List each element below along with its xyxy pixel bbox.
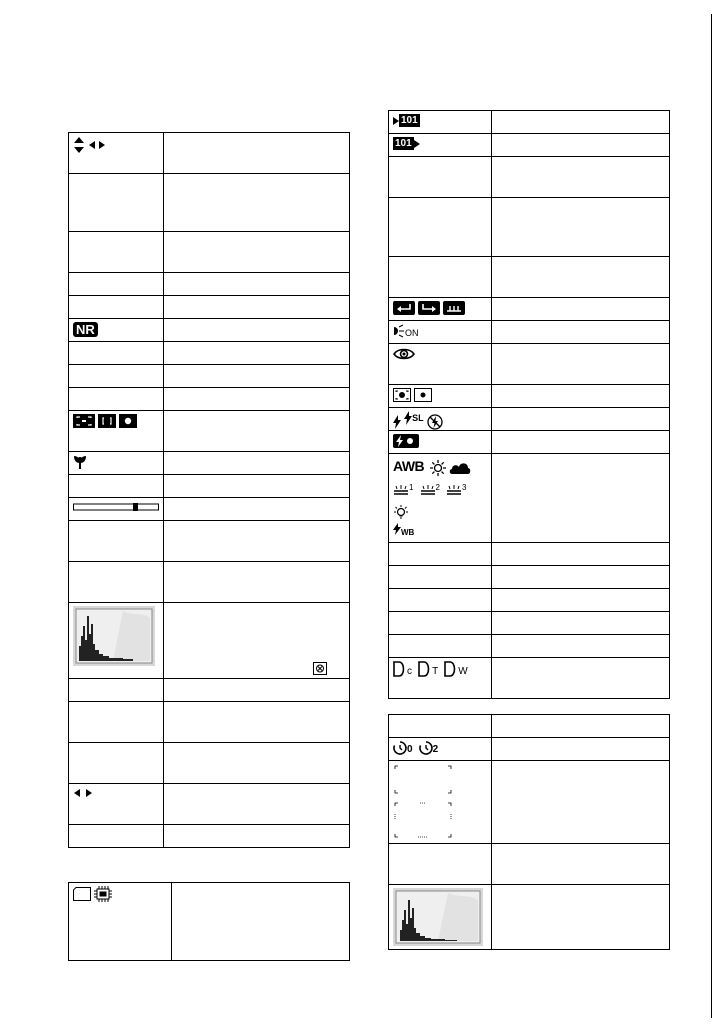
- red-eye-icon: [393, 347, 415, 361]
- table-cell: [492, 612, 670, 635]
- table-cell: [164, 411, 350, 452]
- fluorescent-2-icon: 2: [420, 478, 440, 497]
- return-icon: [393, 301, 415, 315]
- table-row: [69, 133, 350, 174]
- table-cell: [164, 743, 350, 784]
- table-cell: [164, 296, 350, 319]
- up-down-arrows-icon: [73, 136, 85, 154]
- table-cell-icon: [389, 431, 492, 454]
- table-row: [389, 111, 670, 134]
- table-cell-icon: [389, 761, 492, 844]
- table-row: [389, 408, 670, 431]
- table-cell-icon: [69, 603, 164, 679]
- table-row: [389, 198, 670, 257]
- table-row: [69, 411, 350, 452]
- table-cell: [69, 825, 164, 848]
- af-illuminator-on-icon: ON: [393, 324, 419, 338]
- table-row: [389, 298, 670, 321]
- table-left-top: [68, 132, 350, 848]
- table-cell: [389, 612, 492, 635]
- table-cell: [69, 475, 164, 498]
- table-cell-icon: [389, 658, 492, 699]
- table-right-bottom: [388, 714, 670, 950]
- table-row: [69, 319, 350, 342]
- table-cell: [389, 566, 492, 589]
- table-row: [69, 883, 350, 961]
- table-cell: [389, 635, 492, 658]
- table-cell: [492, 134, 670, 157]
- table-row: [389, 658, 670, 699]
- table-row: [389, 134, 670, 157]
- flash-on-icon: [393, 434, 419, 448]
- table-cell: [164, 521, 350, 562]
- flash-off-icon: [427, 414, 443, 430]
- table-cell: [492, 111, 670, 134]
- delete-icon: [313, 662, 327, 675]
- table-row: [389, 885, 670, 950]
- table-cell: [69, 174, 164, 232]
- table-row: [389, 385, 670, 408]
- table-cell: [492, 454, 670, 543]
- left-right-arrows-icon: [88, 140, 106, 150]
- table-cell: [164, 603, 350, 679]
- multi-frame-icon: [443, 301, 465, 315]
- af-range-finder-frame-icon: [393, 764, 453, 840]
- table-cell: [492, 385, 670, 408]
- macro-icon: [73, 455, 87, 470]
- table-cell: [172, 883, 350, 961]
- table-cell: [164, 784, 350, 825]
- table-cell: [492, 566, 670, 589]
- table-cell: [389, 844, 492, 885]
- table-cell: [69, 342, 164, 365]
- table-row: [389, 566, 670, 589]
- table-cell-icon: [69, 411, 164, 452]
- table-row: [389, 257, 670, 298]
- table-cell: [164, 365, 350, 388]
- fluorescent-3-icon: 3: [446, 478, 466, 497]
- table-cell: [69, 388, 164, 411]
- table-cell-icon: [389, 885, 492, 950]
- table-cell: [164, 319, 350, 342]
- table-cell: [492, 885, 670, 950]
- table-cell: [164, 342, 350, 365]
- table-row: [389, 157, 670, 198]
- table-cell: [492, 321, 670, 344]
- table-cell: [389, 589, 492, 612]
- table-cell: [492, 408, 670, 431]
- spot-af-icon: [119, 414, 137, 428]
- table-cell: [492, 844, 670, 885]
- table-row: [69, 679, 350, 702]
- dro-t-icon: T: [418, 661, 438, 677]
- table-cell: [492, 157, 670, 198]
- table-cell-icon: [69, 319, 164, 342]
- table-row: [69, 342, 350, 365]
- table-cell: [164, 679, 350, 702]
- table-cell: [389, 715, 492, 738]
- internal-memory-icon: [94, 886, 112, 902]
- table-row: [389, 761, 670, 844]
- table-cell: [69, 232, 164, 273]
- table-cell: [164, 498, 350, 521]
- table-cell: [164, 273, 350, 296]
- histogram-thumbnail-icon: [73, 606, 155, 666]
- table-row: [389, 344, 670, 385]
- table-cell-icon: [389, 454, 492, 543]
- self-timer-10s-icon: 0: [393, 741, 413, 755]
- table-right-top: [388, 110, 670, 699]
- table-cell: [164, 702, 350, 743]
- table-cell: [69, 365, 164, 388]
- multi-pattern-metering-icon: [393, 388, 411, 402]
- table-row: [69, 296, 350, 319]
- recording-folder-icon: 101: [393, 137, 420, 150]
- table-row: [69, 521, 350, 562]
- table-cell: [492, 198, 670, 257]
- dro-c-icon: c: [393, 661, 412, 677]
- table-cell: [389, 543, 492, 566]
- exposure-scale-bar-icon: [73, 502, 159, 512]
- incandescent-icon: [393, 505, 409, 521]
- table-cell-icon: [389, 385, 492, 408]
- table-row: [69, 273, 350, 296]
- table-cell: [69, 521, 164, 562]
- table-cell: [389, 157, 492, 198]
- table-cell-icon: [389, 111, 492, 134]
- table-cell: [492, 658, 670, 699]
- noise-reduction-icon: NR: [73, 322, 98, 337]
- daylight-icon: [430, 460, 446, 476]
- table-cell-icon: [69, 498, 164, 521]
- table-row: [389, 612, 670, 635]
- table-cell: [69, 743, 164, 784]
- histogram-thumbnail-icon: [393, 888, 483, 946]
- table-row: [389, 431, 670, 454]
- table-cell-icon: [389, 408, 492, 431]
- memory-card-icon: [73, 887, 91, 901]
- table-row: [69, 562, 350, 603]
- table-cell: [164, 475, 350, 498]
- table-cell: [389, 257, 492, 298]
- table-row: [69, 603, 350, 679]
- table-cell: [492, 635, 670, 658]
- table-row: [69, 498, 350, 521]
- table-cell-icon: [389, 321, 492, 344]
- table-cell: [69, 273, 164, 296]
- table-cell: [69, 562, 164, 603]
- table-row: [69, 475, 350, 498]
- playback-folder-icon: 101: [393, 114, 420, 127]
- flash-auto-icon: [393, 415, 401, 429]
- page-margin-rule: [711, 14, 712, 1018]
- table-row: [69, 365, 350, 388]
- table-cell: [164, 452, 350, 475]
- self-timer-2s-icon: 2: [419, 741, 439, 755]
- table-cell: [389, 198, 492, 257]
- table-cell: [164, 232, 350, 273]
- table-cell-icon: [389, 344, 492, 385]
- awb-icon: AWB: [393, 458, 425, 475]
- table-cell: [492, 257, 670, 298]
- table-cell: [492, 298, 670, 321]
- table-cell: [164, 174, 350, 232]
- fluorescent-1-icon: 1: [393, 478, 413, 497]
- table-cell-icon: [389, 738, 492, 761]
- table-row: [389, 844, 670, 885]
- table-row: [69, 452, 350, 475]
- table-cell: [492, 761, 670, 844]
- table-cell: [164, 825, 350, 848]
- table-row: [69, 388, 350, 411]
- center-af-frame-icon: [98, 414, 116, 428]
- table-row: [389, 454, 670, 543]
- spot-metering-icon: [414, 388, 432, 402]
- cloudy-icon: [449, 461, 471, 475]
- table-row: [69, 174, 350, 232]
- table-cell-icon: [69, 883, 172, 961]
- table-cell-icon: [389, 298, 492, 321]
- left-right-arrows-icon: [73, 788, 93, 798]
- slow-sync-icon: SL: [404, 411, 424, 425]
- table-row: [389, 543, 670, 566]
- table-cell-icon: [389, 134, 492, 157]
- table-left-bottom: [68, 882, 350, 961]
- table-cell: [164, 133, 350, 174]
- table-row: [69, 784, 350, 825]
- table-row: [389, 589, 670, 612]
- table-cell: [492, 589, 670, 612]
- table-cell: [69, 679, 164, 702]
- table-cell: [492, 431, 670, 454]
- table-cell-icon: [69, 133, 164, 174]
- table-cell-icon: [69, 452, 164, 475]
- table-row: [389, 635, 670, 658]
- table-cell: [69, 702, 164, 743]
- table-cell: [492, 738, 670, 761]
- table-cell: [492, 543, 670, 566]
- table-row: [69, 743, 350, 784]
- table-row: [389, 715, 670, 738]
- table-row: [389, 738, 670, 761]
- table-cell-icon: [69, 784, 164, 825]
- flash-wb-icon: WB: [393, 523, 414, 542]
- table-cell: [164, 388, 350, 411]
- table-row: [69, 232, 350, 273]
- table-cell: [164, 562, 350, 603]
- table-row: [69, 702, 350, 743]
- table-cell: [492, 344, 670, 385]
- table-cell: [492, 715, 670, 738]
- table-row: [69, 825, 350, 848]
- right-turn-icon: [418, 301, 440, 315]
- multi-af-frame-icon: [73, 414, 95, 428]
- table-cell: [69, 296, 164, 319]
- table-row: [389, 321, 670, 344]
- dro-w-icon: W: [444, 661, 467, 677]
